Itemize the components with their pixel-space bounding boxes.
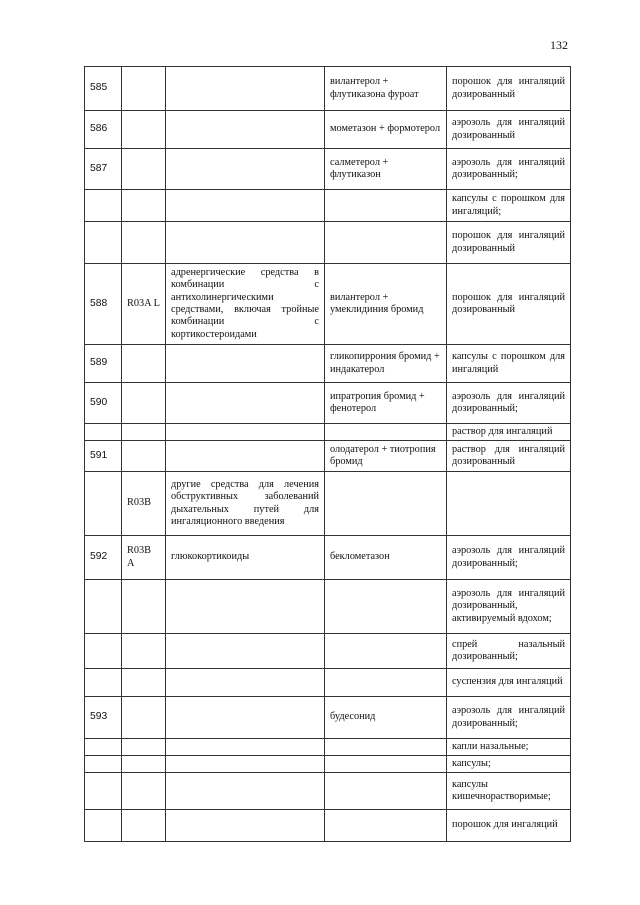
dosage-form-cell: аэрозоль для ингаляций дозированный;	[447, 536, 571, 580]
table-row	[85, 810, 571, 842]
drug-name-cell	[325, 472, 447, 536]
atc-group-name-cell	[166, 756, 325, 773]
drug-name-cell: вилантерол + умеклидиния бромид	[325, 264, 447, 345]
atc-group-name-cell	[166, 580, 325, 634]
row-number-cell: 590	[85, 383, 122, 424]
drug-list-body	[85, 67, 571, 842]
table-row	[85, 669, 571, 697]
atc-code-cell	[122, 111, 166, 149]
row-number-cell	[85, 424, 122, 441]
atc-code-cell	[122, 441, 166, 472]
table-row	[85, 756, 571, 773]
atc-group-name-cell	[166, 222, 325, 264]
drug-name-cell	[325, 222, 447, 264]
dosage-form-cell: раствор для ингаляций	[447, 424, 571, 441]
drug-name-cell: олодатерол + тиотропия бромид	[325, 441, 447, 472]
atc-code-cell	[122, 773, 166, 810]
dosage-form-cell: порошок для ингаляций дозированный	[447, 67, 571, 111]
dosage-form-cell: спрей назальный дозированный;	[447, 634, 571, 669]
row-number-cell	[85, 756, 122, 773]
row-number-cell: 587	[85, 149, 122, 190]
atc-code-cell	[122, 756, 166, 773]
dosage-form-cell	[447, 472, 571, 536]
row-number-cell: 585	[85, 67, 122, 111]
atc-group-name-cell	[166, 441, 325, 472]
row-number-cell: 591	[85, 441, 122, 472]
drug-name-cell: гликопиррония бромид + индакатерол	[325, 345, 447, 383]
table-row	[85, 190, 571, 222]
atc-code-cell	[122, 580, 166, 634]
drug-name-cell	[325, 773, 447, 810]
drug-name-cell	[325, 580, 447, 634]
atc-code-cell	[122, 669, 166, 697]
atc-group-name-cell	[166, 111, 325, 149]
drug-name-cell	[325, 739, 447, 756]
row-number-cell	[85, 739, 122, 756]
row-number-cell	[85, 222, 122, 264]
table-row	[85, 739, 571, 756]
atc-code-cell	[122, 149, 166, 190]
dosage-form-cell: аэрозоль для ингаляций дозированный;	[447, 149, 571, 190]
drug-name-cell	[325, 810, 447, 842]
row-number-cell: 593	[85, 697, 122, 739]
atc-group-name-cell: другие средства для лечения обструктивных заболеваний дыхательных путей для ингаляционного введения	[166, 472, 325, 536]
atc-group-name-cell	[166, 345, 325, 383]
atc-group-name-cell	[166, 810, 325, 842]
row-number-cell	[85, 810, 122, 842]
atc-code-cell	[122, 67, 166, 111]
dosage-form-cell: аэрозоль для ингаляций дозированный;	[447, 383, 571, 424]
atc-code-cell	[122, 383, 166, 424]
drug-name-cell: салметерол + флутиказон	[325, 149, 447, 190]
table-row	[85, 67, 571, 111]
atc-code-cell	[122, 190, 166, 222]
atc-code-cell	[122, 345, 166, 383]
atc-group-name-cell	[166, 424, 325, 441]
dosage-form-cell: аэрозоль для ингаляций дозированный;	[447, 697, 571, 739]
page-number: 132	[550, 38, 568, 52]
table-row	[85, 441, 571, 472]
dosage-form-cell: порошок для ингаляций дозированный	[447, 222, 571, 264]
row-number-cell: 588	[85, 264, 122, 345]
atc-group-name-cell	[166, 773, 325, 810]
row-number-cell: 586	[85, 111, 122, 149]
atc-code-cell	[122, 810, 166, 842]
atc-group-name-cell: адренергические средства в комбинации с антихолинергическими средствами, включая тройные комбинации с кортикостероидами	[166, 264, 325, 345]
table-row	[85, 697, 571, 739]
dosage-form-cell: суспензия для ингаляций	[447, 669, 571, 697]
dosage-form-cell: порошок для ингаляций	[447, 810, 571, 842]
row-number-cell	[85, 580, 122, 634]
atc-group-name-cell	[166, 149, 325, 190]
atc-code-cell	[122, 634, 166, 669]
drug-name-cell	[325, 190, 447, 222]
atc-group-name-cell	[166, 67, 325, 111]
row-number-cell	[85, 773, 122, 810]
table-row	[85, 111, 571, 149]
drug-name-cell	[325, 424, 447, 441]
table-row	[85, 383, 571, 424]
dosage-form-cell: аэрозоль для ингаляций дозированный	[447, 111, 571, 149]
dosage-form-cell: капсулы с порошком для ингаляций	[447, 345, 571, 383]
atc-group-name-cell	[166, 739, 325, 756]
atc-group-name-cell	[166, 697, 325, 739]
table-row	[85, 424, 571, 441]
atc-code-cell: R03A L	[122, 264, 166, 345]
drug-name-cell: будесонид	[325, 697, 447, 739]
drug-name-cell: ипратропия бромид + фенотерол	[325, 383, 447, 424]
table-row	[85, 536, 571, 580]
dosage-form-cell: аэрозоль для ингаляций дозированный, активируемый вдохом;	[447, 580, 571, 634]
dosage-form-cell: капли назальные;	[447, 739, 571, 756]
atc-group-name-cell	[166, 190, 325, 222]
drug-name-cell: мометазон + формотерол	[325, 111, 447, 149]
table-row	[85, 345, 571, 383]
table-row	[85, 773, 571, 810]
dosage-form-cell: капсулы с порошком для ингаляций;	[447, 190, 571, 222]
row-number-cell	[85, 472, 122, 536]
dosage-form-cell: капсулы кишечнорастворимые;	[447, 773, 571, 810]
drug-name-cell	[325, 756, 447, 773]
table-row	[85, 222, 571, 264]
row-number-cell: 592	[85, 536, 122, 580]
atc-code-cell: R03B	[122, 472, 166, 536]
atc-group-name-cell: глюкокортикоиды	[166, 536, 325, 580]
table-row	[85, 149, 571, 190]
row-number-cell	[85, 190, 122, 222]
dosage-form-cell: капсулы;	[447, 756, 571, 773]
table-row	[85, 634, 571, 669]
atc-group-name-cell	[166, 669, 325, 697]
atc-group-name-cell	[166, 383, 325, 424]
row-number-cell: 589	[85, 345, 122, 383]
drug-name-cell: беклометазон	[325, 536, 447, 580]
atc-group-name-cell	[166, 634, 325, 669]
row-number-cell	[85, 669, 122, 697]
dosage-form-cell: раствор для ингаляций дозированный	[447, 441, 571, 472]
atc-code-cell	[122, 739, 166, 756]
atc-code-cell	[122, 424, 166, 441]
atc-code-cell: R03B A	[122, 536, 166, 580]
drug-name-cell: вилантерол + флутиказона фуроат	[325, 67, 447, 111]
dosage-form-cell: порошок для ингаляций дозированный	[447, 264, 571, 345]
atc-code-cell	[122, 697, 166, 739]
row-number-cell	[85, 634, 122, 669]
drug-name-cell	[325, 634, 447, 669]
table-row	[85, 580, 571, 634]
drug-name-cell	[325, 669, 447, 697]
table-row	[85, 472, 571, 536]
atc-code-cell	[122, 222, 166, 264]
drug-list-table	[84, 66, 571, 842]
table-row	[85, 264, 571, 345]
